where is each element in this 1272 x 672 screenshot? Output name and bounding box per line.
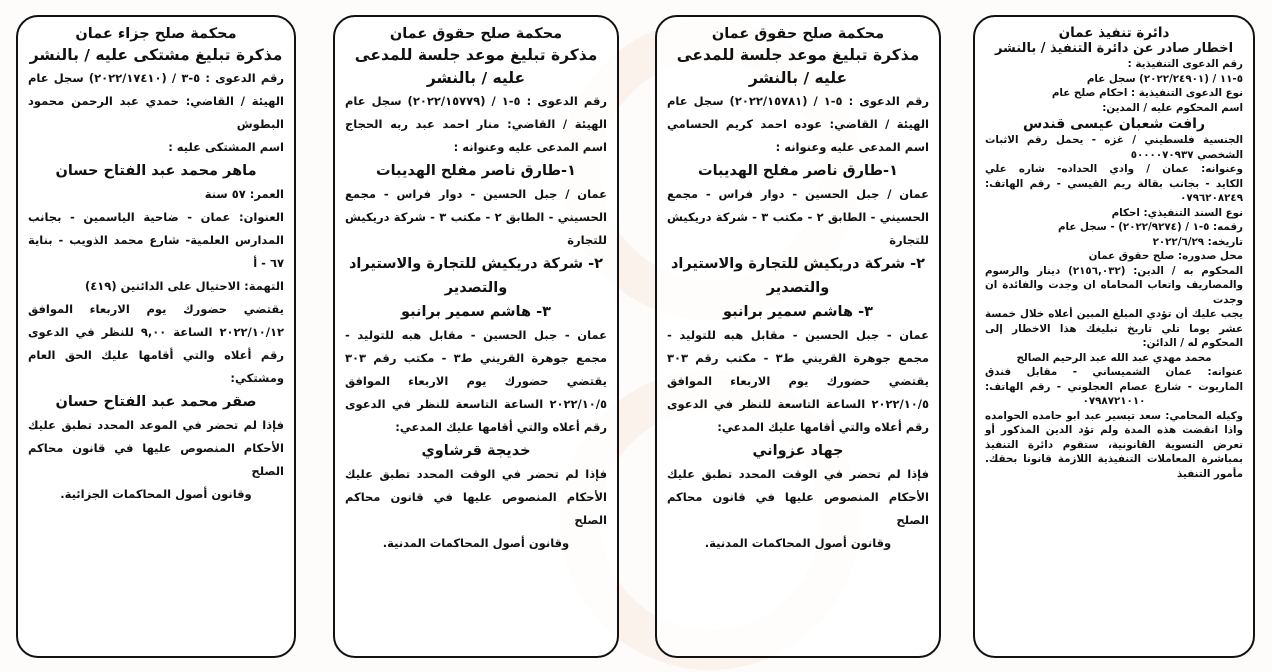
notice-title: مذكرة تبليغ مشتكى عليه / بالنشر <box>29 46 283 64</box>
phone-number: ٠٧٩٦٢٠٨٢٤٩ <box>1180 192 1243 204</box>
judgment-amount: والمصاريف واتعاب المحاماه ان وجدت والفائدة ان <box>985 279 1243 291</box>
department-name: دائرة تنفيذ عمان <box>1058 25 1170 41</box>
judge-line: الهيئة / القاضي: منار احمد عبد ربه الحجاج <box>345 117 607 131</box>
defendant-name: ١-طارق ناصر مفلح الهديبات <box>376 163 576 179</box>
defendant-label: اسم المدعى عليه وعنوانه : <box>453 140 607 154</box>
body-line: رقم أعلاه والتي أقامها عليك المدعي: <box>717 420 929 434</box>
body-line: يقتضي حضورك يوم الاربعاء الموافق <box>667 374 929 388</box>
notice-penal-court <box>16 15 296 658</box>
address-line: عمان / جبل الحسين - دوار فراس - مجمع <box>345 187 607 201</box>
judge-line: الهيئة / القاضي: حمدي عبد الرحمن محمود <box>28 94 284 108</box>
lawyer-line: وكيله المحامي: سعد تيسير عبد ابو حامده الحوامده <box>985 409 1243 422</box>
address-line: عمان / جبل الحسين - دوار فراس - مجمع <box>667 187 929 201</box>
defendant-name: ماهر محمد عبد الفتاح حسان <box>55 163 257 179</box>
warning-line: وقانون أصول المحاكمات المدنية. <box>382 536 570 550</box>
warning-line: وقانون أصول المحاكمات الجزائية. <box>60 487 252 501</box>
closing-line: تعرض التسوية القانونية، ستقوم دائرة التنفيذ <box>985 438 1243 451</box>
address-line: الحسيني - الطابق ٢ - مكتب ٣ - شركة دريكيش <box>667 210 929 224</box>
address-line: المدارس العلمية- شارع محمد الذويب - بناية <box>28 233 284 247</box>
warning-line: فإذا لم تحضر في الوقت المحدد تطبق عليك <box>667 467 929 481</box>
defendant-name: ٢- شركة دريكيش للتجارة والاستيراد <box>348 256 604 272</box>
closing-line: واذا انقضت هذه المدة ولم تؤد الدين المذكور أو <box>985 424 1243 436</box>
id-number-line: الشخصي ٥٠٠٠٠٧٠٩٣٧ <box>1130 148 1243 161</box>
judgment-amount: وجدت <box>1212 293 1243 306</box>
defendant-name: ٣- هاشم سمير برانبو <box>723 304 873 320</box>
court-name: محكمة صلح جزاء عمان <box>75 26 237 42</box>
defendant-label: اسم المشتكى عليه : <box>168 140 284 154</box>
address-line: للتجارة <box>889 233 929 247</box>
warning-line: الأحكام المنصوص عليها في قانون محاكم الصلح <box>28 441 284 478</box>
body-line: يقتضي حضورك يوم الاربعاء الموافق <box>345 374 607 388</box>
address-line: عمان - جبل الحسين - مقابل هبه للتوليد - <box>667 328 929 342</box>
body-line: رقم أعلاه والتي أقامها عليك الحق العام <box>28 348 284 362</box>
court-name: محكمة صلح حقوق عمان <box>711 26 885 42</box>
body-line: ٢٠٢٢/١٠/٥ الساعة التاسعة للنظر في الدعوى <box>345 397 607 411</box>
payment-instruction: عشر يوما تلي تاريخ تبليغك هذا الاخطار إلى <box>985 322 1243 335</box>
address-line: وعنوانه: عمان / وادي الحداده- شاره علي <box>985 163 1243 175</box>
case-number-label: رقم الدعوى التنفيذية : <box>1127 58 1243 70</box>
body-line: ومشتكي: <box>230 371 284 385</box>
creditor-address: الماريوت - شارع عصام العجلوني - رقم الهاتف: <box>985 380 1243 393</box>
notice-execution-department <box>973 15 1255 658</box>
address-line: الكايد - بجانب بقالة ريم القيسي - رقم الهاتف: <box>985 177 1243 190</box>
warning-line: الأحكام المنصوص عليها في قانون محاكم الصلح <box>345 490 607 527</box>
debtor-label: اسم المحكوم عليه / المدين: <box>1102 101 1243 114</box>
nationality-line: الجنسية فلسطيني / غزه - يحمل رقم الاثبات <box>985 134 1243 146</box>
notice-title-cont: عليه / بالنشر <box>748 69 848 87</box>
defendant-name-cont: والتصدير <box>766 280 830 296</box>
notice-title: اخطار صادر عن دائرة التنفيذ / بالنشر <box>994 41 1234 56</box>
body-line: يقتضي حضورك يوم الاربعاء الموافق <box>28 302 284 316</box>
case-number: ٥-١١ / (٢٠٢٢/٢٤٩٠١) سجل عام <box>1086 72 1243 85</box>
plaintiff-name: خديجة قرشاوي <box>421 443 531 459</box>
defendant-name: ٢- شركة دريكيش للتجارة والاستيراد <box>670 256 926 272</box>
warning-line: فإذا لم تحضر في الموعد المحدد تطبق عليك <box>28 418 284 432</box>
defendant-name-cont: والتصدير <box>444 280 508 296</box>
judgment-amount: المحكوم به / الدين: (٢١٥٦,٠٣٢) دينار والرسوم <box>985 264 1243 277</box>
body-line: رقم أعلاه والتي أقامها عليك المدعي: <box>395 420 607 434</box>
address-line: مجمع جوهرة القريني ط٣ - مكتب رقم ٣٠٣ <box>345 351 607 365</box>
creditor-phone: ٠٧٩٨٧٢١٠١٠ <box>1082 395 1146 407</box>
address-line: مجمع جوهرة القريني ط٣ - مكتب رقم ٣٠٣ <box>667 351 929 365</box>
case-number: رقم الدعوى : ٥-١ / (٢٠٢٢/١٥٧٧٩) سجل عام <box>345 94 607 108</box>
defendant-label: اسم المدعى عليه وعنوانه : <box>775 140 929 154</box>
complainant-name: صقر محمد عبد الفتاح حسان <box>55 394 257 410</box>
warning-line: وقانون أصول المحاكمات المدنية. <box>704 536 892 550</box>
instrument-date: تاريخه: ٢٠٢٢/٦/٢٩ <box>1152 235 1243 248</box>
warning-line: الأحكام المنصوص عليها في قانون محاكم الصلح <box>667 490 929 527</box>
defendant-name: ٣- هاشم سمير برانبو <box>401 304 551 320</box>
case-number: رقم الدعوى : ٥-٣ / (٢٠٢٢/١٧٤١٠) سجل عام <box>28 71 284 85</box>
case-number: رقم الدعوى : ٥-١ / (٢٠٢٢/١٥٧٨١) سجل عام <box>667 94 929 108</box>
issuing-court: محل صدوره: صلح حقوق عمان <box>1088 250 1243 262</box>
age-line: العمر: ٥٧ سنة <box>204 187 284 201</box>
payment-instruction: يجب عليك أن تؤدي المبلغ المبين أعلاه خلال خمسة <box>985 308 1243 320</box>
address-line: للتجارة <box>567 233 607 247</box>
address-line: عمان - جبل الحسين - مقابل هبه للتوليد - <box>345 328 607 342</box>
creditor-address: عنوانه: عمان الشميساني - مقابل فندق <box>985 366 1243 378</box>
debtor-name: رافت شعبان عيسى قندس <box>1022 116 1206 132</box>
plaintiff-name: جهاد عزواني <box>752 443 844 459</box>
instrument-number: رقمه: ٥-١ / (٢٠٢٢/٩٢٧٤) - سجل عام <box>1057 221 1243 233</box>
address-line: ٦٧ - أ <box>253 256 284 270</box>
body-line: ٢٠٢٢/١٠/١٢ الساعة ٩,٠٠ للنظر في الدعوى <box>28 325 284 339</box>
instrument-type: نوع السند التنفيذي: احكام <box>1111 206 1243 219</box>
case-type: نوع الدعوى التنفيذية : احكام صلح عام <box>1051 87 1243 99</box>
charge-line: التهمة: الاحتيال على الدائنين (٤١٩) <box>85 279 284 293</box>
warning-line: فإذا لم تحضر في الوقت المحدد تطبق عليك <box>345 467 607 481</box>
notice-title-cont: عليه / بالنشر <box>426 69 526 87</box>
payment-instruction: المحكوم له / الدائن: <box>1142 337 1243 349</box>
notice-title: مذكرة تبليغ موعد جلسة للمدعى <box>676 46 920 64</box>
notice-civil-court-2 <box>655 15 941 658</box>
creditor-name: محمد مهدي عبد الله عبد الرحيم الصالح <box>1016 351 1212 364</box>
notice-title: مذكرة تبليغ موعد جلسة للمدعى <box>354 46 598 64</box>
court-name: محكمة صلح حقوق عمان <box>389 26 563 42</box>
judge-line-cont: البطوش <box>236 117 284 131</box>
signature-title: مأمور التنفيذ <box>1177 467 1243 480</box>
closing-line: بمباشرة المعاملات التنفيذية اللازمة قانونا بحقك. <box>985 453 1243 465</box>
address-line: العنوان: عمان - ضاحية الياسمين - بجانب <box>28 210 284 224</box>
address-line: الحسيني - الطابق ٢ - مكتب ٣ - شركة دريكيش <box>345 210 607 224</box>
judge-line: الهيئة / القاضي: عوده احمد كريم الحسامي <box>667 117 929 131</box>
notice-civil-court-1 <box>333 15 619 658</box>
body-line: ٢٠٢٢/١٠/٥ الساعة التاسعة للنظر في الدعوى <box>667 397 929 411</box>
defendant-name: ١-طارق ناصر مفلح الهديبات <box>698 163 898 179</box>
